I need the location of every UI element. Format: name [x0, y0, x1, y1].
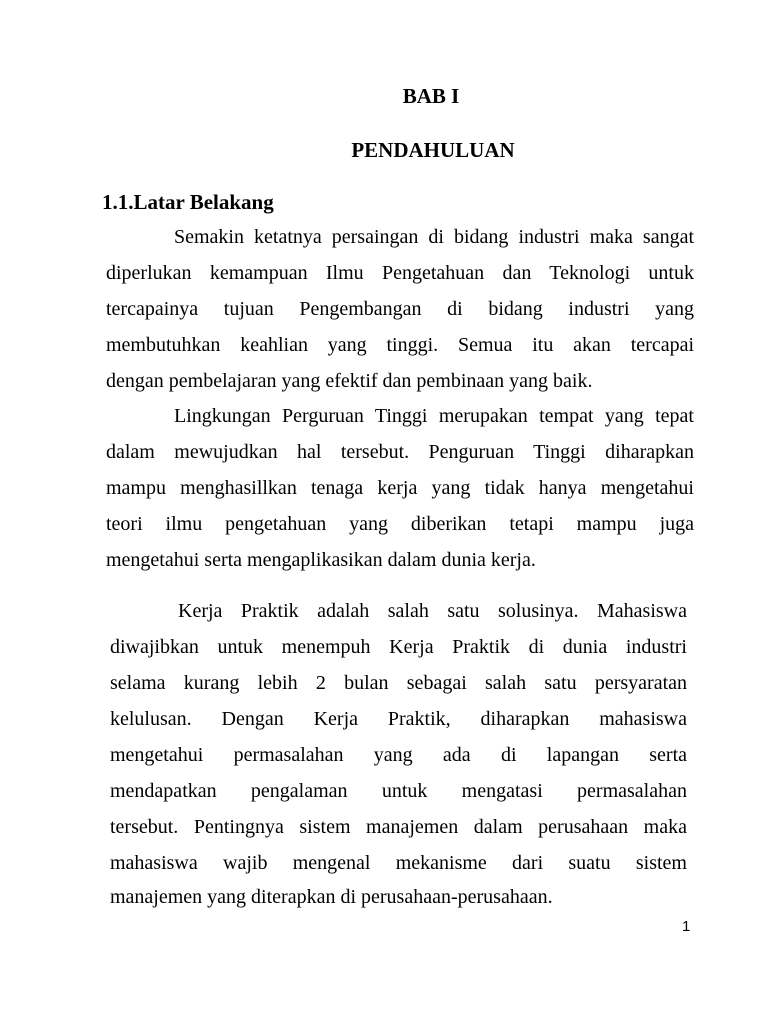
paragraph-line: Lingkungan Perguruan Tinggi merupakan tempat yang tepat — [174, 405, 694, 427]
page-number: 1 — [682, 918, 691, 935]
paragraph-line: mahasiswa wajib mengenal mekanisme dari suatu sistem — [110, 852, 687, 874]
paragraph-line: selama kurang lebih 2 bulan sebagai salah satu persyaratan — [110, 672, 687, 694]
paragraph-line: diwajibkan untuk menempuh Kerja Praktik di dunia industri — [110, 636, 687, 658]
paragraph-line: Kerja Praktik adalah salah satu solusinya. Mahasiswa — [178, 600, 687, 622]
paragraph-line: tercapainya tujuan Pengembangan di bidang industri yang — [106, 298, 694, 320]
paragraph-line: kelulusan. Dengan Kerja Praktik, diharapkan mahasiswa — [110, 708, 687, 730]
paragraph-line: teori ilmu pengetahuan yang diberikan tetapi mampu juga — [106, 513, 694, 535]
paragraph-line: manajemen yang diterapkan di perusahaan-perusahaan. — [110, 886, 553, 908]
paragraph-line: mengetahui permasalahan yang ada di lapangan serta — [110, 744, 687, 766]
paragraph-line: mendapatkan pengalaman untuk mengatasi permasalahan — [110, 780, 687, 802]
paragraph-line: dengan pembelajaran yang efektif dan pembinaan yang baik. — [106, 370, 593, 392]
paragraph-line: mengetahui serta mengaplikasikan dalam dunia kerja. — [106, 549, 536, 571]
paragraph-line: membutuhkan keahlian yang tinggi. Semua itu akan tercapai — [106, 334, 694, 356]
paragraph-line: dalam mewujudkan hal tersebut. Penguruan Tinggi diharapkan — [106, 441, 694, 463]
chapter-number: BAB I — [402, 84, 460, 108]
paragraph-line: Semakin ketatnya persaingan di bidang industri maka sangat — [174, 226, 694, 248]
chapter-title: PENDAHULUAN — [351, 138, 515, 162]
section-heading: 1.1.Latar Belakang — [102, 190, 274, 214]
paragraph-line: diperlukan kemampuan Ilmu Pengetahuan dan Teknologi untuk — [106, 262, 694, 284]
paragraph-line: tersebut. Pentingnya sistem manajemen dalam perusahaan maka — [110, 816, 687, 838]
paragraph-line: mampu menghasillkan tenaga kerja yang tidak hanya mengetahui — [106, 477, 694, 499]
